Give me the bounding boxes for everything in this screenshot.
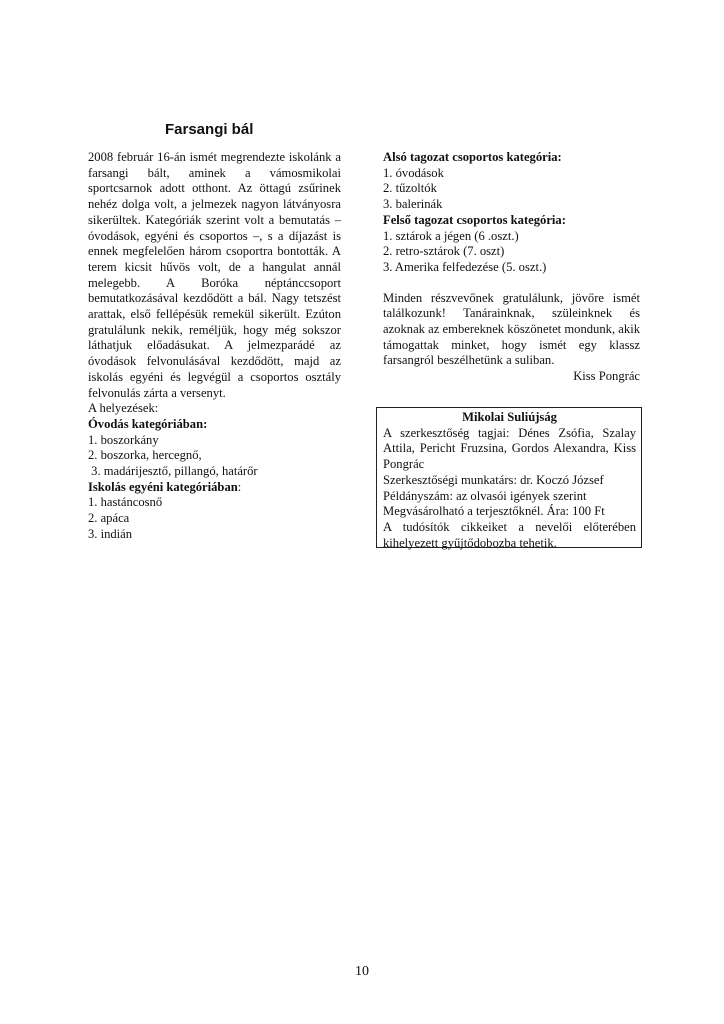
imprint-staff: Szerkesztőségi munkatárs: dr. Koczó József xyxy=(383,472,604,487)
list-item: 3. indián xyxy=(88,526,133,541)
upper-group-heading: Felső tagozat csoportos kategória: xyxy=(383,212,566,227)
list-item: 3. Amerika felfedezése (5. oszt.) xyxy=(383,259,547,274)
closing-paragraph: Minden részvevőnek gratulálunk, jövőre ismét találkozunk! Tanárainknak, szüleinknek és azoknak az embereknek köszönetet mondunk, akik támogattak minket, hogy ismét egy klassz farsangról beszélhetünk a suliban. xyxy=(383,290,640,368)
list-item: 1. sztárok a jégen (6 .oszt.) xyxy=(383,228,519,243)
list-item: 3. madárijesztő, pillangó, határőr xyxy=(88,464,258,479)
lower-group-heading: Alsó tagozat csoportos kategória: xyxy=(383,150,562,164)
list-item: 1. boszorkány xyxy=(88,432,159,447)
list-item: 2. retro-sztárok (7. oszt) xyxy=(383,244,505,259)
heading-colon: : xyxy=(237,479,242,494)
results-label: A helyezések: xyxy=(88,401,159,416)
list-item: 1. hastáncosnő xyxy=(88,495,163,510)
article-title: Farsangi bál xyxy=(165,121,254,138)
right-column xyxy=(383,150,640,385)
kindergarten-heading: Óvodás kategóriában: xyxy=(88,416,208,431)
list-item: 2. boszorka, hercegnő, xyxy=(88,448,202,463)
page-number: 10 xyxy=(355,964,369,979)
imprint-editors: A szerkesztőség tagjai: Dénes Zsófia, Szalay Attila, Pericht Fruzsina, Gordos Alexandra, Kiss Pongrác xyxy=(383,425,636,472)
list-item: 3. balerinák xyxy=(383,197,443,212)
list-item: 1. óvodások xyxy=(383,165,444,180)
left-column xyxy=(88,150,341,543)
article-paragraph: 2008 február 16-án ismét megrendezte iskolánk a farsangi bált, aminek a vámosmikolai sportcsarnok adott otthont. Az öttagú zsűrinek nehéz dolga volt, a jelmezek nagyon látványosra sikerültek. Kategóriák szerint volt a bemutatás – óvodások, egyéni és csoportos –, s a díjazást is ennek megfelelően három csoportra bontották. A terem kicsit hűvös volt, de a hangulat annál melegebb. A Boróka néptánccsoport bemutatkozásával kezdődött a bál. Nagy tetszést arattak, első fellépésük remekül sikerült. Ezúton gratulálunk nekik, reméljük, hogy még sokszor láthatjuk előadásukat. A jelmezparádé az óvodások felvonulásával kezdődött, majd az iskolás egyéni és legvégül a csoportos osztály felvonulás zárta a versenyt. xyxy=(88,150,341,400)
list-item: 2. tűzoltók xyxy=(383,181,437,196)
imprint-box xyxy=(376,407,642,548)
author-signature: Kiss Pongrác xyxy=(573,369,640,384)
school-individual-heading-line xyxy=(88,480,341,496)
imprint-submission: A tudósítók cikkeiket a nevelői előterében kihelyezett gyűjtődobozba tehetik. xyxy=(383,519,636,550)
imprint-copies: Példányszám: az olvasói igények szerint xyxy=(383,488,587,503)
imprint-heading: Mikolai Suliújság xyxy=(462,410,557,424)
spacer xyxy=(383,276,640,291)
imprint-availability: Megvásárolható a terjesztőknél. Ára: 100 Ft xyxy=(383,504,605,519)
list-item: 2. apáca xyxy=(88,511,130,526)
school-individual-heading: Iskolás egyéni kategóriában xyxy=(88,479,238,494)
